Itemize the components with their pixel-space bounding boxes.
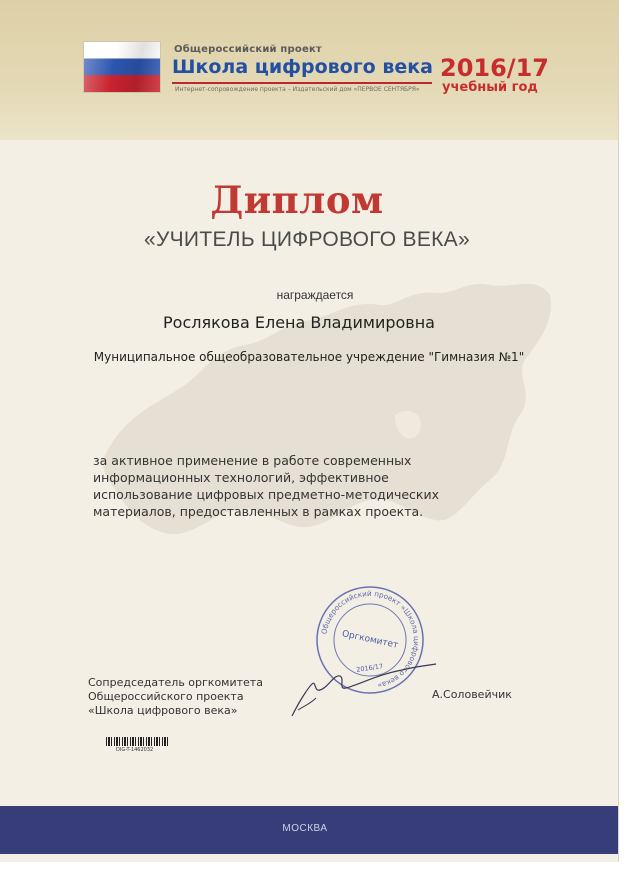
recipient-institution: Муниципальное общеобразовательное учреждение "Гимназия №1" <box>93 350 525 364</box>
diploma-title: Диплом <box>210 178 384 222</box>
project-support-line: Интернет-сопровождение проекта – Издательский дом «ПЕРВОЕ СЕНТЯБРЯ» <box>175 86 420 93</box>
academic-year: 2016/17 <box>440 54 549 82</box>
barcode <box>106 737 170 746</box>
seal-center-text: Оргкомитет <box>341 629 399 651</box>
recipient-name: Рослякова Елена Владимировна <box>163 313 435 332</box>
barcode-number: DIG-T-1462032 <box>116 747 154 753</box>
project-subtitle: Общероссийский проект <box>174 44 322 55</box>
award-reason: за активное применение в работе современных информационных технологий, эффективное использование цифровых предметно-методических материалов, предоставленных в рамках проекта. <box>93 453 439 519</box>
handwritten-signature <box>290 640 440 720</box>
footer-city: МОСКВА <box>282 823 328 834</box>
diploma-nomination: «УЧИТЕЛЬ ЦИФРОВОГО ВЕКА» <box>144 228 470 251</box>
seal-year-text: 2016/17 <box>355 662 384 674</box>
project-name: Школа цифрового века <box>172 56 433 78</box>
signer-title: Сопредседатель оргкомитета Общероссийского проекта «Школа цифрового века» <box>88 676 263 717</box>
awarded-label: награждается <box>276 288 354 302</box>
seal-ring-text: Общероссийский проект «Школа цифрового века» <box>319 588 422 691</box>
header-divider <box>172 82 432 84</box>
academic-year-label: учебный год <box>442 80 538 95</box>
russia-map-watermark <box>95 265 555 565</box>
signer-name: А.Соловейчик <box>432 688 512 701</box>
russian-flag-icon <box>84 42 160 92</box>
